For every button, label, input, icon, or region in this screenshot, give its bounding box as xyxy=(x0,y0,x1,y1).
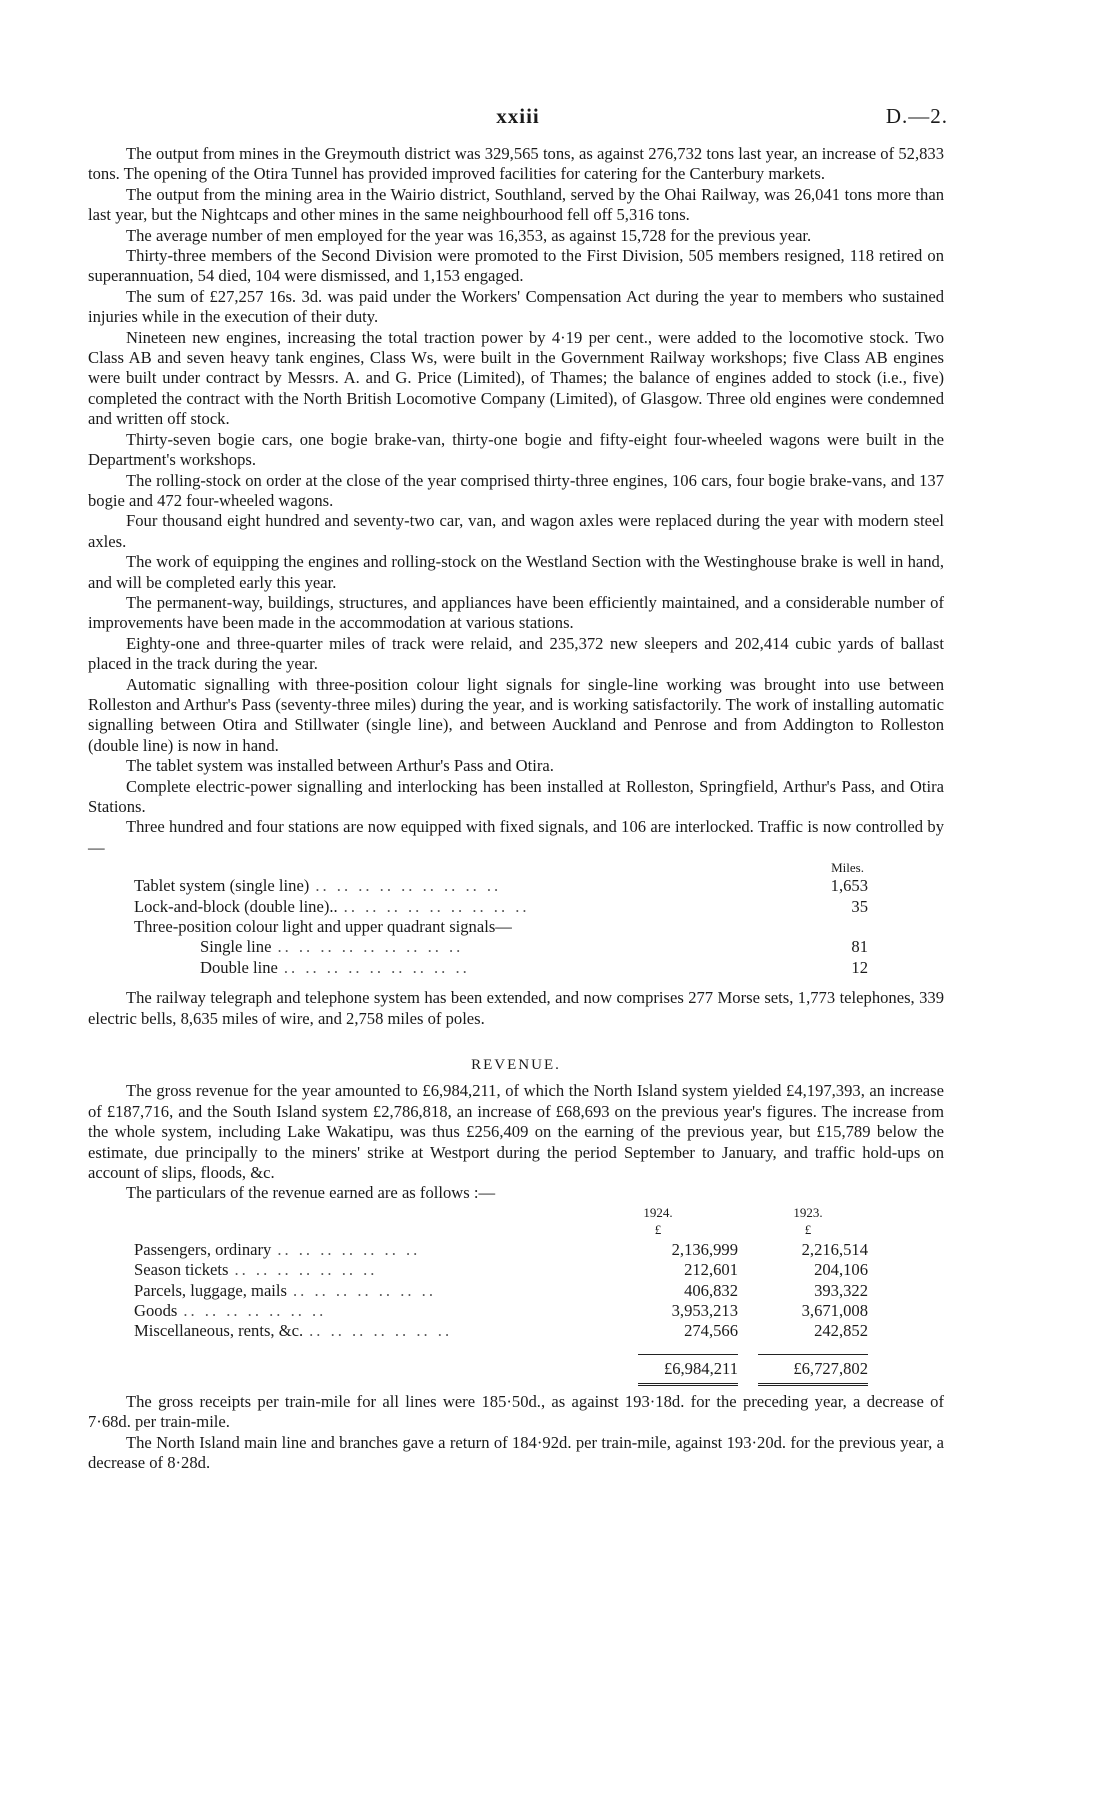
leader-dots: .. .. .. .. .. .. .. .. .. xyxy=(343,896,530,916)
column-year: 1924. xyxy=(643,1204,673,1220)
column-unit: £ xyxy=(804,1221,812,1237)
table-row xyxy=(88,1301,868,1321)
cell-1923: 2,216,514 xyxy=(801,1239,868,1259)
list-item-label: Lock-and-block (double line).. xyxy=(134,896,338,916)
table-row xyxy=(88,1321,868,1341)
cell-1924: 212,601 xyxy=(684,1260,738,1280)
paragraph: Complete electric-power signalling and interlocking has been installed at Rolleston, Springfield, Arthur's Pass, and Otira Stations. xyxy=(88,776,944,816)
list-item xyxy=(88,897,868,917)
leader-dots: .. .. .. .. .. .. .. .. .. xyxy=(277,937,464,957)
table-row xyxy=(88,1260,868,1280)
paragraph: The North Island main line and branches gave a return of 184·92d. per train-mile, against 193·20d. for the previous year, a decrease of 8·28d. xyxy=(88,1432,944,1472)
leader-dots: .. .. .. .. .. .. .. xyxy=(234,1260,378,1280)
column-year: 1923. xyxy=(793,1204,823,1220)
row-label: Goods xyxy=(134,1301,178,1320)
revenue-table xyxy=(88,1204,868,1384)
page-header xyxy=(88,104,948,134)
row-label: Parcels, luggage, mails xyxy=(134,1280,287,1300)
leader-dots: .. .. .. .. .. .. .. .. .. xyxy=(315,876,502,896)
leader-dots: .. .. .. .. .. .. .. xyxy=(277,1239,421,1259)
paragraph: Three hundred and four stations are now equipped with fixed signals, and 106 are interlocked. Traffic is now controlled by— xyxy=(88,817,944,857)
revenue-table-header xyxy=(88,1204,868,1240)
cell-1924: 2,136,999 xyxy=(671,1239,738,1259)
row-label: Season tickets xyxy=(134,1260,229,1280)
paragraph: The railway telegraph and telephone system has been extended, and now comprises 277 Morse sets, 1,773 telephones, 339 electric bells, 8,635 miles of wire, and 2,758 miles of poles. xyxy=(88,988,944,1028)
row-label: Miscellaneous, rents, &c. xyxy=(134,1321,304,1341)
list-item-label: Double line xyxy=(200,957,278,977)
cell-1923: 393,322 xyxy=(814,1280,868,1300)
paragraph: The average number of men employed for the year was 16,353, as against 15,728 for the previous year. xyxy=(126,225,812,245)
leader-dots: .. .. .. .. .. .. .. xyxy=(309,1321,453,1341)
column-1923 xyxy=(718,1204,868,1240)
body-text xyxy=(88,144,944,1473)
page-number: xxiii xyxy=(496,104,540,128)
total-1924: £6,984,211 xyxy=(638,1354,738,1386)
table-row xyxy=(88,1281,868,1301)
cell-1923: 3,671,008 xyxy=(801,1301,868,1320)
paragraph: Thirty-three members of the Second Division were promoted to the First Division, 505 members resigned, 118 retired on superannuation, 54 died, 104 were dismissed, and 1,153 engaged. xyxy=(88,246,944,286)
column-unit: £ xyxy=(654,1221,662,1237)
paragraph: Thirty-seven bogie cars, one bogie brake-van, thirty-one bogie and fifty-eight four-wheeled wagons were built in the Department's workshops. xyxy=(88,429,944,470)
paragraph: The output from mines in the Greymouth district was 329,565 tons, as against 276,732 tons last year, an increase of 52,833 tons. The opening of the Otira Tunnel has provided improved facilities for catering for the Canterbury markets. xyxy=(88,144,944,184)
table-total-row xyxy=(88,1356,868,1384)
paragraph: Nineteen new engines, increasing the total traction power by 4·19 per cent., were added to the locomotive stock. Two Class AB and seven heavy tank engines, Class Ws, were built in the Government Railway workshops; five Class AB engines were built under contract by Messrs. A. and G. Price (Limited), of Thames; the balance of engines added to stock (i.e., five) completed the contract with the North British Locomotive Company (Limited), of Glasgow. Three old engines were condemned and written off stock. xyxy=(88,327,944,429)
section-heading-revenue: REVENUE. xyxy=(471,1056,561,1073)
paragraph: The gross revenue for the year amounted to £6,984,211, of which the North Island system yielded £4,197,393, an increase of £187,716, and the South Island system £2,786,818, an increase of £68,693 on the previous year's figures. The increase from the whole system, including Lake Wakatipu, was thus £256,409 on the earning of the previous year, but £15,789 below the estimate, due principally to the miners' strike at Westport during the period September to January, and traffic hold-ups on account of slips, floods, &c. xyxy=(88,1081,944,1183)
list-item xyxy=(88,876,868,896)
list-item-label: Three-position colour light and upper quadrant signals— xyxy=(134,917,512,936)
leader-dots: .. .. .. .. .. .. .. .. .. xyxy=(283,957,470,977)
list-item xyxy=(88,917,868,937)
cell-1924: 406,832 xyxy=(684,1280,738,1300)
paragraph: The tablet system was installed between Arthur's Pass and Otira. xyxy=(126,756,554,776)
list-item-label: Single line xyxy=(200,937,272,957)
paragraph: The gross receipts per train-mile for all lines were 185·50d., as against 193·18d. for the preceding year, a decrease of 7·68d. per train-mile. xyxy=(88,1391,944,1432)
list-item-value: 1,653 xyxy=(830,876,868,896)
paragraph: Eighty-one and three-quarter miles of track were relaid, and 235,372 new sleepers and 202,414 cubic yards of ballast placed in the track during the year. xyxy=(88,633,944,674)
paragraph: Four thousand eight hundred and seventy-two car, van, and wagon axles were replaced during the year with modern steel axles. xyxy=(88,511,944,551)
list-item-value: 35 xyxy=(851,896,868,916)
paragraph: The permanent-way, buildings, structures, and appliances have been efficiently maintained, and a considerable number of improvements have been made in the accommodation at various stations. xyxy=(88,592,944,633)
cell-1924: 3,953,213 xyxy=(671,1301,738,1320)
leader-dots: .. .. .. .. .. .. .. xyxy=(183,1301,327,1320)
leader-dots: .. .. .. .. .. .. .. xyxy=(293,1280,436,1300)
list-item xyxy=(88,937,868,957)
paragraph: Automatic signalling with three-position colour light signals for single-line working was brought into use between Rolleston and Arthur's Pass (seventy-three miles) during the year, and is working satisfactorily. The work of installing automatic signalling between Otira and Stillwater (single line), and between Auckland and Penrose and from Addington to Rolleston (double line) is now in hand. xyxy=(88,674,944,755)
paragraph: The sum of £27,257 16s. 3d. was paid under the Workers' Compensation Act during the year to members who sustained injuries while in the execution of their duty. xyxy=(88,286,944,327)
cell-1923: 242,852 xyxy=(814,1321,868,1341)
paragraph: The work of equipping the engines and rolling-stock on the Westland Section with the Westinghouse brake is well in hand, and will be completed early this year. xyxy=(88,552,944,592)
cell-1924: 274,566 xyxy=(684,1321,738,1341)
list-item-value: 81 xyxy=(851,937,868,957)
row-label: Passengers, ordinary xyxy=(134,1239,272,1259)
list-item-label: Tablet system (single line) xyxy=(134,876,310,896)
miles-header: Miles. xyxy=(831,860,864,876)
paragraph: The output from the mining area in the Wairio district, Southland, served by the Ohai Railway, was 26,041 tons more than last year, but the Nightcaps and other mines in the same neighbourhood fell off 5,316 tons. xyxy=(88,184,944,225)
paragraph: The particulars of the revenue earned are as follows :— xyxy=(126,1183,496,1203)
paragraph: The rolling-stock on order at the close of the year comprised thirty-three engines, 106 cars, four bogie brake-vans, and 137 bogie and 472 four-wheeled wagons. xyxy=(88,470,944,510)
list-item xyxy=(88,958,868,978)
total-1923: £6,727,802 xyxy=(758,1354,868,1386)
list-item-value: 12 xyxy=(851,957,868,977)
column-1924 xyxy=(568,1204,718,1240)
table-row xyxy=(88,1240,868,1260)
document-reference: D.—2. xyxy=(885,104,948,128)
traffic-control-list xyxy=(88,858,868,978)
cell-1923: 204,106 xyxy=(814,1260,868,1280)
